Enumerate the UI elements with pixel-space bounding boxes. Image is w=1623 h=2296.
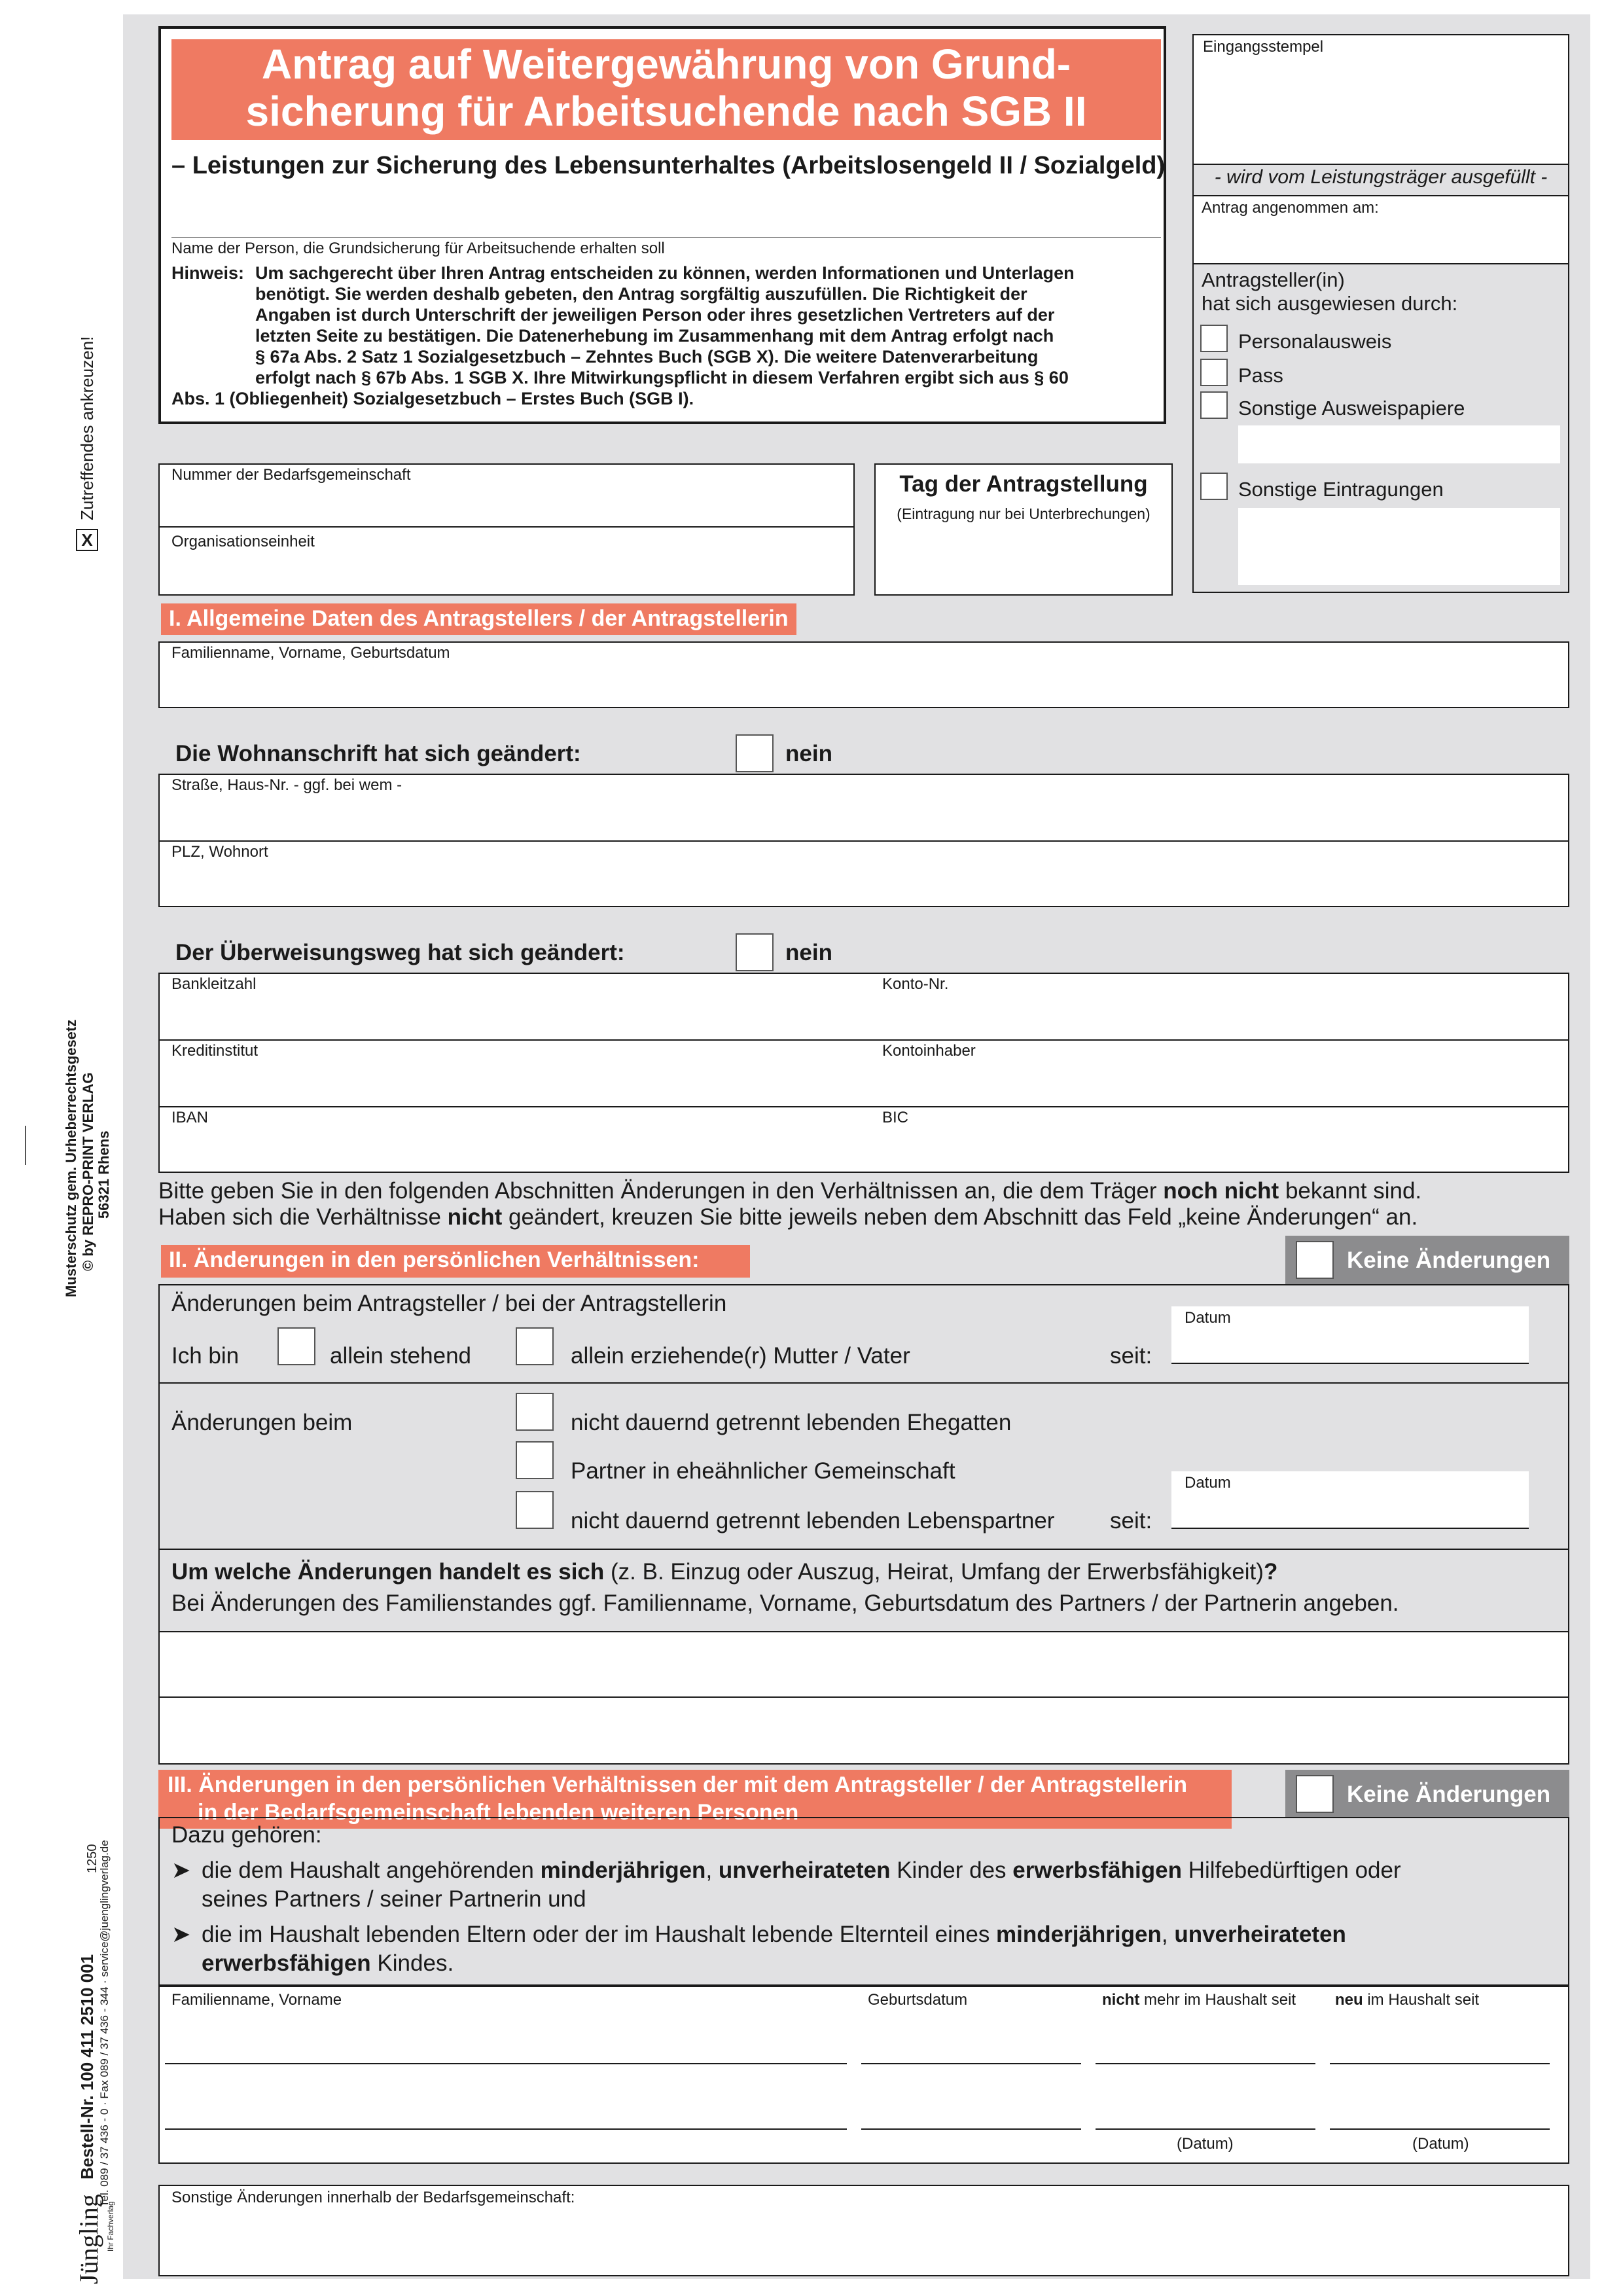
date-label-2: Datum (1185, 1474, 1231, 1492)
org-unit-label[interactable]: Organisationseinheit (171, 533, 315, 550)
copyright-line-3: 56321 Rhens (96, 1130, 112, 1219)
bullet-arrow-1: ➤ (171, 1857, 191, 1883)
transfer-changed-label: Der Überweisungsweg hat sich geändert: (175, 940, 625, 965)
partner-label: Partner in eheähnlicher Gemeinschaft (571, 1458, 955, 1484)
changes-answer-field-2[interactable] (160, 1698, 1568, 1763)
id-personalausweis-label: Personalausweis (1238, 330, 1392, 353)
copyright-line-1: Musterschutz gem. Urheberrechtsgesetz (63, 1019, 79, 1297)
changes-question: Um welche Änderungen handelt es sich (z. B. Einzug oder Auszug, Heirat, Umfang der Erwerbsfähigkeit)? (171, 1559, 1278, 1585)
id-other-field[interactable] (1238, 425, 1560, 463)
receipt-stamp-box (1192, 34, 1569, 264)
other-changes-label: Sonstige Änderungen innerhalb der Bedarfsgemeinschaft: (171, 2189, 575, 2206)
id-personalausweis-checkbox[interactable] (1200, 325, 1228, 352)
address-changed-label: Die Wohnanschrift hat sich geändert: (175, 741, 581, 766)
changes-question-line-2: Bei Änderungen des Familienstandes ggf. Familienname, Vorname, Geburtsdatum des Partners / der Partnerin angeben. (171, 1590, 1399, 1616)
life-partner-checkbox[interactable] (516, 1491, 554, 1529)
bullet-2-line-2: erwerbsfähigen Kindes. (202, 1950, 454, 1976)
section-1-heading: I. Allgemeine Daten des Antragstellers / der Antragstellerin (161, 603, 796, 635)
fold-mark (25, 1126, 26, 1165)
bullet-1-line-2: seines Partners / seiner Partnerin und (202, 1886, 586, 1912)
transfer-changed-no-label: nein (785, 940, 832, 965)
tick-example-box: X (76, 529, 98, 551)
partner-checkbox[interactable] (516, 1441, 554, 1479)
col-name-header: Familienname, Vorname (171, 1991, 342, 2009)
since-label-1: seit: (1110, 1343, 1152, 1369)
alone-label: allein stehend (330, 1343, 471, 1369)
person-2-name-field[interactable] (165, 2128, 847, 2130)
bg-number-divider (158, 526, 855, 528)
section-3-no-changes-checkbox[interactable] (1296, 1775, 1334, 1813)
bullet-1-line-1: die dem Haushalt angehörenden minderjährigen, unverheirateten Kinder des erwerbsfähigen Hilfebedürftigen oder (202, 1857, 1401, 1883)
person-1-birth-field[interactable] (861, 2063, 1081, 2064)
other-entries-checkbox[interactable] (1200, 473, 1228, 500)
city-label[interactable]: PLZ, Wohnort (171, 843, 268, 861)
filled-by-note: - wird vom Leistungsträger ausgefüllt - (1214, 166, 1548, 188)
bank-name-label[interactable]: Kreditinstitut (171, 1042, 259, 1060)
bank-divider-2 (158, 1106, 1569, 1107)
person-2-birth-field[interactable] (861, 2128, 1081, 2130)
section-2-no-changes-label: Keine Änderungen (1347, 1247, 1551, 1273)
spouse-checkbox[interactable] (516, 1393, 554, 1431)
person-1-new-field[interactable] (1330, 2063, 1550, 2064)
col-new-header: neu im Haushalt seit (1335, 1991, 1480, 2009)
account-holder-label[interactable]: Kontoinhaber (882, 1042, 976, 1060)
bank-code-label[interactable]: Bankleitzahl (171, 975, 257, 993)
person-2-new-field[interactable] (1330, 2128, 1550, 2130)
address-divider (158, 840, 1569, 842)
address-changed-no-checkbox[interactable] (736, 734, 774, 772)
receipt-stamp-label: Eingangsstempel (1203, 38, 1324, 56)
transfer-changed-no-checkbox[interactable] (736, 933, 774, 971)
id-other-label: Sonstige Ausweispapiere (1238, 397, 1465, 420)
col-birth-header: Geburtsdatum (868, 1991, 968, 2009)
alone-checkbox[interactable] (277, 1327, 315, 1365)
changes-at-label: Änderungen beim (171, 1410, 353, 1435)
hinweis-text: Um sachgerecht über Ihren Antrag entscheiden zu können, werden Informationen und Unterlagen benötigt. Sie werden deshalb gebeten, den Antrag sorgfältig auszufüllen. Die Richtigkeit der Angaben ist durch Unterschrift der jeweiligen Person oder ihres gesetzlichen Vertreters auf der letzten Seite zu bestätigen. Die Datenerhebung im Zusammenhang mit dem Antrag erfolgt nach § 67a Abs. 2 Satz 1 Sozialgesetzbuch – Zehntes Buch (SGB X). Die weitere Datenverarbeitung erfolgt nach § 67b Abs. 1 SGB X. Ihre Mitwirkungspflicht in diesem Verfahren ergibt sich aus § 60 Abs. 1 (Obliegenheit) Sozialgesetzbuch – Erstes Buch (SGB I). (171, 263, 1075, 408)
section-3-heading: III. Änderungen in den persönlichen Verhältnissen der mit dem Antragsteller / der Antragstellerin in der Bedarfsgemeinschaft lebenden weiteren Personen (168, 1772, 1188, 1825)
changes-answer-top-line (158, 1631, 1569, 1632)
account-no-label[interactable]: Konto-Nr. (882, 975, 949, 993)
identified-heading-1: Antragsteller(in) (1202, 268, 1345, 291)
not-more-date-hint: (Datum) (1177, 2135, 1234, 2153)
address-changed-no-label: nein (785, 741, 832, 766)
col-not-more-header: nicht mehr im Haushalt seit (1102, 1991, 1296, 2009)
publisher-logo: Jüngling (74, 2194, 103, 2284)
single-parent-label: allein erziehende(r) Mutter / Vater (571, 1343, 910, 1369)
hinweis-label: Hinweis: (171, 263, 245, 283)
id-pass-checkbox[interactable] (1200, 359, 1228, 386)
changes-answer-field-1[interactable] (160, 1631, 1568, 1696)
intro-line-1: Bitte geben Sie in den folgenden Abschnitten Änderungen in den Verhältnissen an, die dem Träger noch nicht bekannt sind. (158, 1178, 1422, 1204)
bullet-2-line-1: die im Haushalt lebenden Eltern oder der im Haushalt lebende Elternteil eines minderjährigen, unverheirateten (202, 1922, 1346, 1947)
intro-line-2: Haben sich die Verhältnisse nicht geändert, kreuzen Sie bitte jeweils neben dem Abschnitt das Feld „keine Änderungen“ an. (158, 1204, 1418, 1230)
section-2-heading: II. Änderungen in den persönlichen Verhältnissen: (161, 1245, 750, 1278)
other-entries-label: Sonstige Eintragungen (1238, 478, 1444, 501)
code-number: 1250 (85, 1844, 99, 1873)
publisher-contact: Tel. 089 / 37 436 - 0 · Fax 089 / 37 436 - 344 · service@juenglingverlag.de (98, 1840, 111, 2207)
bank-divider-1 (158, 1039, 1569, 1041)
belongs-label: Dazu gehören: (171, 1822, 322, 1848)
bank-box (158, 973, 1569, 1173)
since-label-2: seit: (1110, 1508, 1152, 1534)
form-subtitle: – Leistungen zur Sicherung des Lebensunterhaltes (Arbeitslosengeld II / Sozialgeld) (171, 152, 1166, 179)
accepted-on-label[interactable]: Antrag angenommen am: (1202, 199, 1379, 217)
changes-applicant-label: Änderungen beim Antragsteller / bei der Antragstellerin (171, 1291, 727, 1316)
street-label[interactable]: Straße, Haus-Nr. - ggf. bei wem - (171, 776, 402, 794)
person-2-not-more-field[interactable] (1096, 2128, 1315, 2130)
order-number: Bestell-Nr. 100 411 2510 001 (77, 1954, 97, 2179)
section-2-no-changes-checkbox[interactable] (1296, 1241, 1334, 1279)
id-pass-label: Pass (1238, 364, 1283, 387)
person-1-name-field[interactable] (165, 2063, 847, 2064)
other-entries-field[interactable] (1238, 508, 1560, 585)
id-other-checkbox[interactable] (1200, 391, 1228, 419)
bg-number-label[interactable]: Nummer der Bedarfsgemeinschaft (171, 466, 411, 484)
bullet-arrow-2: ➤ (171, 1922, 191, 1947)
identified-heading-2: hat sich ausgewiesen durch: (1202, 292, 1458, 315)
name-line[interactable] (171, 237, 1161, 238)
tick-hint: Zutreffendes ankreuzen! (77, 336, 97, 520)
life-partner-label: nicht dauernd getrennt lebenden Lebenspartner (571, 1508, 1055, 1534)
spouse-label: nicht dauernd getrennt lebenden Ehegatten (571, 1410, 1012, 1435)
copyright-line-2: © by REPRO-PRINT VERLAG (80, 1072, 96, 1271)
section-3-no-changes-label: Keine Änderungen (1347, 1782, 1551, 1807)
application-date-title: Tag der Antragstellung (899, 471, 1148, 497)
application-date-note: (Eintragung nur bei Unterbrechungen) (897, 505, 1150, 522)
person-1-not-more-field[interactable] (1096, 2063, 1315, 2064)
bic-label[interactable]: BIC (882, 1109, 909, 1126)
date-label-1: Datum (1185, 1309, 1231, 1327)
form-title: Antrag auf Weitergewährung von Grund- sicherung für Arbeitsuchende nach SGB II (245, 41, 1087, 135)
name-label: Name der Person, die Grundsicherung für Arbeitsuchende erhalten soll (171, 240, 665, 257)
iban-label[interactable]: IBAN (171, 1109, 209, 1126)
filled-by-divider (1192, 195, 1569, 196)
single-parent-checkbox[interactable] (516, 1327, 554, 1365)
persons-table (158, 1986, 1569, 2164)
section-2-divider (158, 1382, 1569, 1384)
applicant-name-label: Familienname, Vorname, Geburtsdatum (171, 644, 450, 662)
i-am-label: Ich bin (171, 1343, 240, 1369)
publisher-subtitle: Ihr Fachverlag (106, 2201, 115, 2251)
new-date-hint: (Datum) (1412, 2135, 1469, 2153)
